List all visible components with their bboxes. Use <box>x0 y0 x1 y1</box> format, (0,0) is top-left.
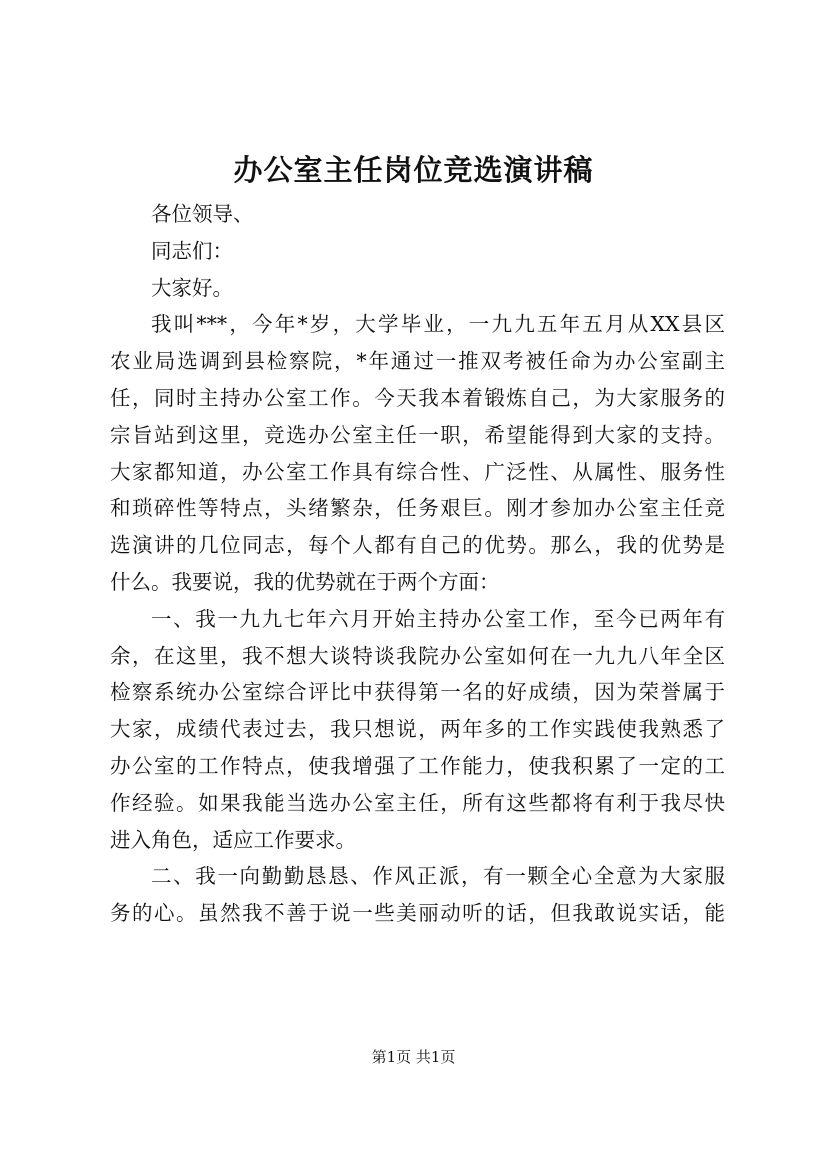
document-body <box>110 196 725 932</box>
salutation-line: 各位领导、 <box>151 202 254 226</box>
paragraph-line: 农业局选调到县检察院，*年通过一推双考被任命为办公室副主 <box>110 349 725 374</box>
paragraph-line: 进入角色，适应工作要求。 <box>110 827 356 852</box>
page-footer: 第1页 共1页 <box>371 1048 456 1066</box>
paragraph-line: 务的心。虽然我不善于说一些美丽动听的话，但我敢说实话，能 <box>110 901 725 926</box>
document-title: 办公室主任岗位竞选演讲稿 <box>233 153 594 187</box>
paragraph-line: 我叫***，今年*岁，大学毕业，一九九五年五月从XX县区 <box>151 312 725 337</box>
paragraph-line: 宗旨站到这里，竞选办公室主任一职，希望能得到大家的支持。 <box>110 422 725 447</box>
greeting-line: 大家好。 <box>151 275 233 300</box>
paragraph-line: 作经验。如果我能当选办公室主任，所有这些都将有利于我尽快 <box>110 790 725 815</box>
paragraph-line: 余，在这里，我不想大谈特谈我院办公室如何在一九九八年全区 <box>110 643 725 668</box>
paragraph-line: 和琐碎性等特点，头绪繁杂，任务艰巨。刚才参加办公室主任竞 <box>110 496 725 521</box>
paragraph-line: 什么。我要说，我的优势就在于两个方面： <box>110 569 500 594</box>
paragraph-line: 选演讲的几位同志，每个人都有自己的优势。那么，我的优势是 <box>110 533 725 558</box>
paragraph-line: 检察系统办公室综合评比中获得第一名的好成绩，因为荣誉属于 <box>110 680 725 705</box>
paragraph-line: 任，同时主持办公室工作。今天我本着锻炼自己，为大家服务的 <box>110 385 725 410</box>
paragraph-line: 一、我一九九七年六月开始主持办公室工作，至今已两年有 <box>151 606 725 631</box>
salutation-line: 同志们： <box>151 238 233 263</box>
paragraph-line: 二、我一向勤勤恳恳、作风正派，有一颗全心全意为大家服 <box>151 864 725 889</box>
paragraph-line: 大家，成绩代表过去，我只想说，两年多的工作实践使我熟悉了 <box>110 717 725 742</box>
paragraph-line: 办公室的工作特点，使我增强了工作能力，使我积累了一定的工 <box>110 753 725 778</box>
paragraph-line: 大家都知道，办公室工作具有综合性、广泛性、从属性、服务性 <box>110 459 725 484</box>
